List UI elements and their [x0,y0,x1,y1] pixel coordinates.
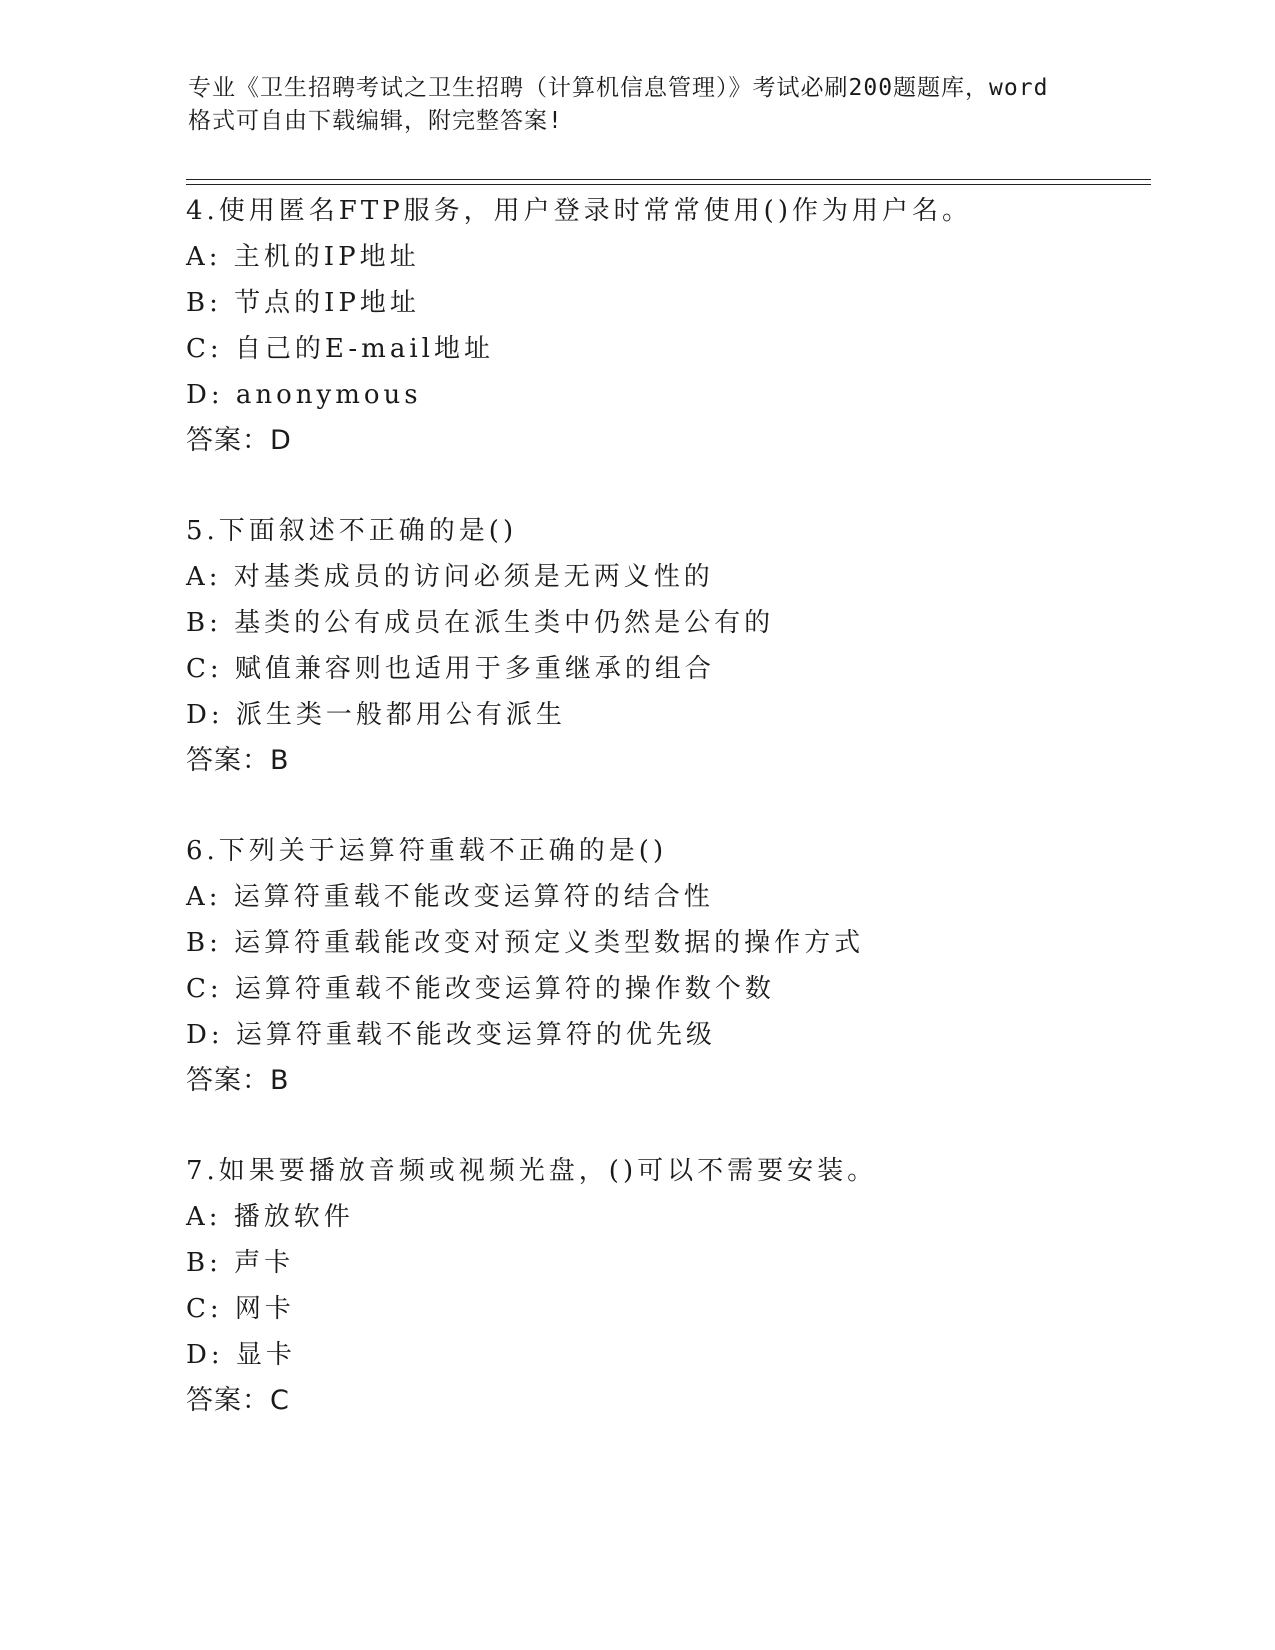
option-b: B: 基类的公有成员在派生类中仍然是公有的 [186,608,775,638]
option-c: C: 网卡 [186,1294,295,1324]
option-d: D: 显卡 [186,1340,296,1370]
header-divider-bottom [186,184,1151,185]
option-d: D: 运算符重载不能改变运算符的优先级 [186,1020,716,1050]
option-a: A: 主机的IP地址 [186,242,420,272]
option-b: B: 声卡 [186,1248,295,1278]
option-c: C: 赋值兼容则也适用于多重继承的组合 [186,654,715,684]
header-line-2: 格式可自由下载编辑，附完整答案! [188,108,563,134]
question-text: 7.如果要播放音频或视频光盘，()可以不需要安装。 [186,1156,878,1186]
header-line-1: 专业《卫生招聘考试之卫生招聘（计算机信息管理）》考试必刷200题题库，word [188,75,1049,101]
answer-label: 答案：C [186,1385,290,1416]
answer-label: 答案：B [186,1065,290,1096]
answer-label: 答案：B [186,745,290,776]
option-c: C: 自己的E-mail地址 [186,334,494,364]
option-a: A: 对基类成员的访问必须是无两义性的 [186,562,714,592]
question-5 [186,508,1146,784]
question-7 [186,1148,1146,1424]
option-b: B: 运算符重载能改变对预定义类型数据的操作方式 [186,928,865,958]
question-text: 4.使用匿名FTP服务，用户登录时常常使用()作为用户名。 [186,196,972,226]
question-list [186,188,1146,1468]
option-c: C: 运算符重载不能改变运算符的操作数个数 [186,974,775,1004]
question-4 [186,188,1146,464]
option-b: B: 节点的IP地址 [186,288,420,318]
question-6 [186,828,1146,1104]
document-header [188,72,1088,138]
option-a: A: 运算符重载不能改变运算符的结合性 [186,882,714,912]
option-d: D: anonymous [186,380,422,410]
option-d: D: 派生类一般都用公有派生 [186,700,566,730]
question-text: 5.下面叙述不正确的是() [186,516,518,546]
question-text: 6.下列关于运算符重载不正确的是() [186,836,668,866]
answer-label: 答案：D [186,425,292,456]
header-divider-top [186,179,1151,180]
option-a: A: 播放软件 [186,1202,354,1232]
